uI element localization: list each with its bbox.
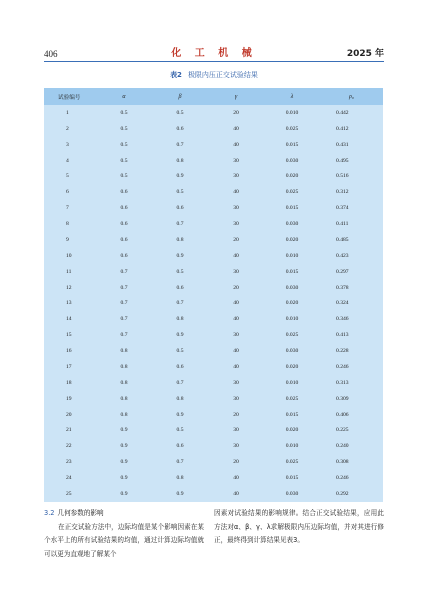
cell-rho: 0.292: [336, 490, 349, 497]
cell-trial-no: 19: [66, 395, 72, 402]
cell-rho: 0.240: [336, 443, 349, 450]
cell-gamma: 40: [233, 475, 239, 482]
cell-trial-no: 12: [66, 284, 72, 291]
cell-gamma: 30: [233, 173, 239, 180]
cell-rho: 0.485: [336, 236, 349, 243]
table-row: [44, 280, 383, 296]
cell-lambda: 0.030: [285, 284, 299, 291]
table-row: [44, 486, 383, 502]
cell-rho: 0.413: [336, 332, 349, 339]
cell-beta: 0.9: [176, 411, 184, 418]
cell-beta: 0.6: [176, 125, 184, 132]
cell-rho: 0.225: [336, 427, 349, 434]
cell-rho: 0.423: [336, 252, 349, 259]
cell-lambda: 0.025: [285, 125, 299, 132]
publication-year: 2025 年: [346, 49, 384, 59]
cell-beta: 0.6: [176, 363, 184, 370]
cell-beta: 0.9: [176, 173, 184, 180]
cell-lambda: 0.010: [285, 316, 299, 323]
column-header-trial-no: 试验编号: [58, 94, 81, 101]
table-row: [44, 296, 383, 312]
section-heading: [44, 507, 204, 521]
table-row: [44, 137, 383, 153]
cell-gamma: 40: [233, 316, 239, 323]
cell-rho: 0.228: [336, 348, 349, 355]
cell-rho: 0.308: [336, 459, 349, 466]
cell-trial-no: 18: [66, 379, 72, 386]
cell-rho: 0.442: [336, 109, 349, 116]
cell-alpha: 0.9: [120, 459, 128, 466]
cell-alpha: 0.9: [120, 475, 128, 482]
cell-lambda: 0.020: [285, 427, 299, 434]
cell-rho: 0.411: [336, 221, 349, 228]
cell-gamma: 30: [233, 379, 239, 386]
cell-alpha: 0.7: [120, 268, 128, 275]
cell-alpha: 0.7: [120, 332, 128, 339]
cell-alpha: 0.7: [120, 284, 128, 291]
cell-lambda: 0.020: [285, 363, 299, 370]
cell-trial-no: 16: [66, 348, 72, 355]
cell-trial-no: 4: [66, 157, 69, 164]
cell-trial-no: 7: [66, 205, 69, 212]
cell-alpha: 0.9: [120, 427, 128, 434]
cell-gamma: 20: [233, 411, 239, 418]
cell-alpha: 0.7: [120, 300, 128, 307]
table-caption-number: 表2: [170, 71, 182, 79]
cell-beta: 0.8: [176, 395, 184, 402]
cell-rho: 0.324: [336, 300, 349, 307]
cell-rho: 0.431: [336, 141, 349, 148]
cell-alpha: 0.8: [120, 348, 128, 355]
cell-rho: 0.516: [336, 173, 349, 180]
cell-trial-no: 2: [66, 125, 69, 132]
cell-lambda: 0.015: [285, 141, 299, 148]
cell-gamma: 30: [233, 395, 239, 402]
column-header-gamma: γ: [234, 93, 238, 100]
table-row: [44, 169, 383, 185]
cell-trial-no: 25: [66, 490, 72, 497]
cell-beta: 0.5: [176, 268, 184, 275]
cell-rho: 0.378: [336, 284, 349, 291]
cell-beta: 0.7: [176, 459, 184, 466]
cell-gamma: 40: [233, 348, 239, 355]
cell-gamma: 20: [233, 236, 239, 243]
cell-beta: 0.5: [176, 348, 184, 355]
table-row: [44, 248, 383, 264]
cell-alpha: 0.5: [120, 125, 128, 132]
cell-lambda: 0.020: [285, 173, 299, 180]
cell-lambda: 0.025: [285, 332, 299, 339]
cell-beta: 0.7: [176, 379, 184, 386]
cell-alpha: 0.6: [120, 221, 128, 228]
cell-rho: 0.309: [336, 395, 349, 402]
cell-rho: 0.313: [336, 379, 349, 386]
cell-alpha: 0.5: [120, 109, 128, 116]
cell-trial-no: 8: [66, 221, 69, 228]
table-row: [44, 391, 383, 407]
cell-lambda: 0.015: [285, 268, 299, 275]
table-row: [44, 470, 383, 486]
cell-lambda: 0.030: [285, 490, 299, 497]
cell-beta: 0.8: [176, 475, 184, 482]
cell-beta: 0.5: [176, 189, 184, 196]
cell-lambda: 0.025: [285, 395, 299, 402]
cell-trial-no: 13: [66, 300, 72, 307]
cell-rho: 0.412: [336, 125, 349, 132]
cell-trial-no: 6: [66, 189, 69, 196]
cell-lambda: 0.030: [285, 157, 299, 164]
table-row: [44, 359, 383, 375]
cell-trial-no: 10: [66, 252, 72, 259]
column-header-beta: β: [178, 93, 182, 100]
cell-gamma: 40: [233, 300, 239, 307]
cell-trial-no: 15: [66, 332, 72, 339]
cell-beta: 0.7: [176, 221, 184, 228]
cell-rho: 0.246: [336, 475, 349, 482]
cell-gamma: 30: [233, 268, 239, 275]
cell-alpha: 0.9: [120, 490, 128, 497]
table-row: [44, 232, 383, 248]
table-row: [44, 327, 383, 343]
cell-gamma: 30: [233, 443, 239, 450]
column-header-alpha: α: [122, 93, 126, 100]
page-number: 406: [44, 49, 58, 59]
table-row: [44, 264, 383, 280]
cell-beta: 0.6: [176, 284, 184, 291]
section-title: 几何参数的影响: [57, 509, 104, 517]
cell-lambda: 0.010: [285, 379, 299, 386]
cell-trial-no: 22: [66, 443, 72, 450]
cell-trial-no: 5: [66, 173, 69, 180]
cell-gamma: 30: [233, 332, 239, 339]
cell-rho: 0.346: [336, 316, 349, 323]
cell-lambda: 0.015: [285, 475, 299, 482]
cell-rho: 0.297: [336, 268, 349, 275]
cell-trial-no: 21: [66, 427, 72, 434]
page-header: [44, 49, 384, 62]
column-header-rho: ρ₀: [349, 93, 354, 100]
section-3-2: [44, 507, 204, 561]
right-column-paragraph: 因素对试验结果的影响规律。结合正交试验结果，应用此方法对α、β、γ、λ求解极限内压边际均值，并对其进行修正，最终得到计算结果见表3。: [214, 509, 384, 544]
cell-lambda: 0.020: [285, 300, 299, 307]
cell-beta: 0.9: [176, 252, 184, 259]
cell-alpha: 0.8: [120, 411, 128, 418]
cell-alpha: 0.8: [120, 395, 128, 402]
cell-lambda: 0.030: [285, 221, 299, 228]
cell-beta: 0.8: [176, 316, 184, 323]
cell-lambda: 0.020: [285, 236, 299, 243]
cell-trial-no: 20: [66, 411, 72, 418]
table-caption: [44, 71, 384, 80]
cell-gamma: 40: [233, 363, 239, 370]
cell-trial-no: 24: [66, 475, 72, 482]
cell-beta: 0.7: [176, 300, 184, 307]
cell-alpha: 0.8: [120, 363, 128, 370]
cell-alpha: 0.5: [120, 141, 128, 148]
cell-trial-no: 11: [66, 268, 72, 275]
cell-gamma: 30: [233, 221, 239, 228]
table-row: [44, 454, 383, 470]
table-row: [44, 375, 383, 391]
cell-gamma: 30: [233, 157, 239, 164]
cell-beta: 0.9: [176, 490, 184, 497]
cell-alpha: 0.8: [120, 379, 128, 386]
cell-gamma: 40: [233, 125, 239, 132]
cell-lambda: 0.015: [285, 411, 299, 418]
cell-trial-no: 1: [66, 109, 69, 116]
cell-gamma: 40: [233, 252, 239, 259]
cell-trial-no: 14: [66, 316, 72, 323]
cell-alpha: 0.5: [120, 173, 128, 180]
cell-lambda: 0.025: [285, 189, 299, 196]
cell-gamma: 20: [233, 284, 239, 291]
cell-alpha: 0.6: [120, 205, 128, 212]
table-body: [44, 105, 383, 502]
table-row: [44, 343, 383, 359]
column-header-lambda: λ: [290, 93, 294, 100]
cell-beta: 0.9: [176, 332, 184, 339]
table-caption-text: 极限内压正交试验结果: [187, 71, 258, 79]
cell-gamma: 20: [233, 109, 239, 116]
cell-trial-no: 17: [66, 363, 72, 370]
cell-alpha: 0.6: [120, 189, 128, 196]
table-row: [44, 216, 383, 232]
cell-beta: 0.8: [176, 157, 184, 164]
table-row: [44, 105, 383, 121]
section-number: 3.2: [44, 509, 55, 517]
cell-rho: 0.495: [336, 157, 349, 164]
cell-trial-no: 23: [66, 459, 72, 466]
table-row: [44, 184, 383, 200]
cell-gamma: 40: [233, 141, 239, 148]
cell-gamma: 20: [233, 459, 239, 466]
cell-rho: 0.246: [336, 363, 349, 370]
orthogonal-test-results-table: [44, 88, 383, 502]
cell-beta: 0.5: [176, 427, 184, 434]
cell-lambda: 0.025: [285, 459, 299, 466]
cell-rho: 0.312: [336, 189, 349, 196]
cell-lambda: 0.010: [285, 252, 299, 259]
table-row: [44, 311, 383, 327]
cell-gamma: 30: [233, 427, 239, 434]
table-row: [44, 153, 383, 169]
cell-alpha: 0.7: [120, 316, 128, 323]
cell-lambda: 0.030: [285, 348, 299, 355]
cell-rho: 0.374: [336, 205, 349, 212]
section-paragraph: 在正交试验方法中，边际均值是某个影响因素在某个水平上的所有试验结果的均值，通过计算边际均值就可以更为直观地了解某个: [44, 522, 204, 558]
cell-gamma: 30: [233, 205, 239, 212]
journal-title: 化 工 机 械: [171, 48, 257, 59]
cell-rho: 0.406: [336, 411, 349, 418]
cell-trial-no: 9: [66, 236, 69, 243]
table-row: [44, 200, 383, 216]
cell-lambda: 0.015: [285, 205, 299, 212]
cell-beta: 0.6: [176, 205, 184, 212]
cell-lambda: 0.010: [285, 443, 299, 450]
table-row: [44, 423, 383, 439]
cell-alpha: 0.6: [120, 252, 128, 259]
cell-lambda: 0.010: [285, 109, 299, 116]
table-row: [44, 121, 383, 137]
cell-trial-no: 3: [66, 141, 69, 148]
cell-beta: 0.5: [176, 109, 184, 116]
cell-gamma: 40: [233, 189, 239, 196]
cell-beta: 0.7: [176, 141, 184, 148]
cell-alpha: 0.9: [120, 443, 128, 450]
cell-beta: 0.8: [176, 236, 184, 243]
table-header-row: [44, 88, 383, 105]
table-row: [44, 438, 383, 454]
cell-alpha: 0.6: [120, 236, 128, 243]
table-row: [44, 407, 383, 423]
cell-beta: 0.6: [176, 443, 184, 450]
cell-alpha: 0.5: [120, 157, 128, 164]
cell-gamma: 40: [233, 490, 239, 497]
